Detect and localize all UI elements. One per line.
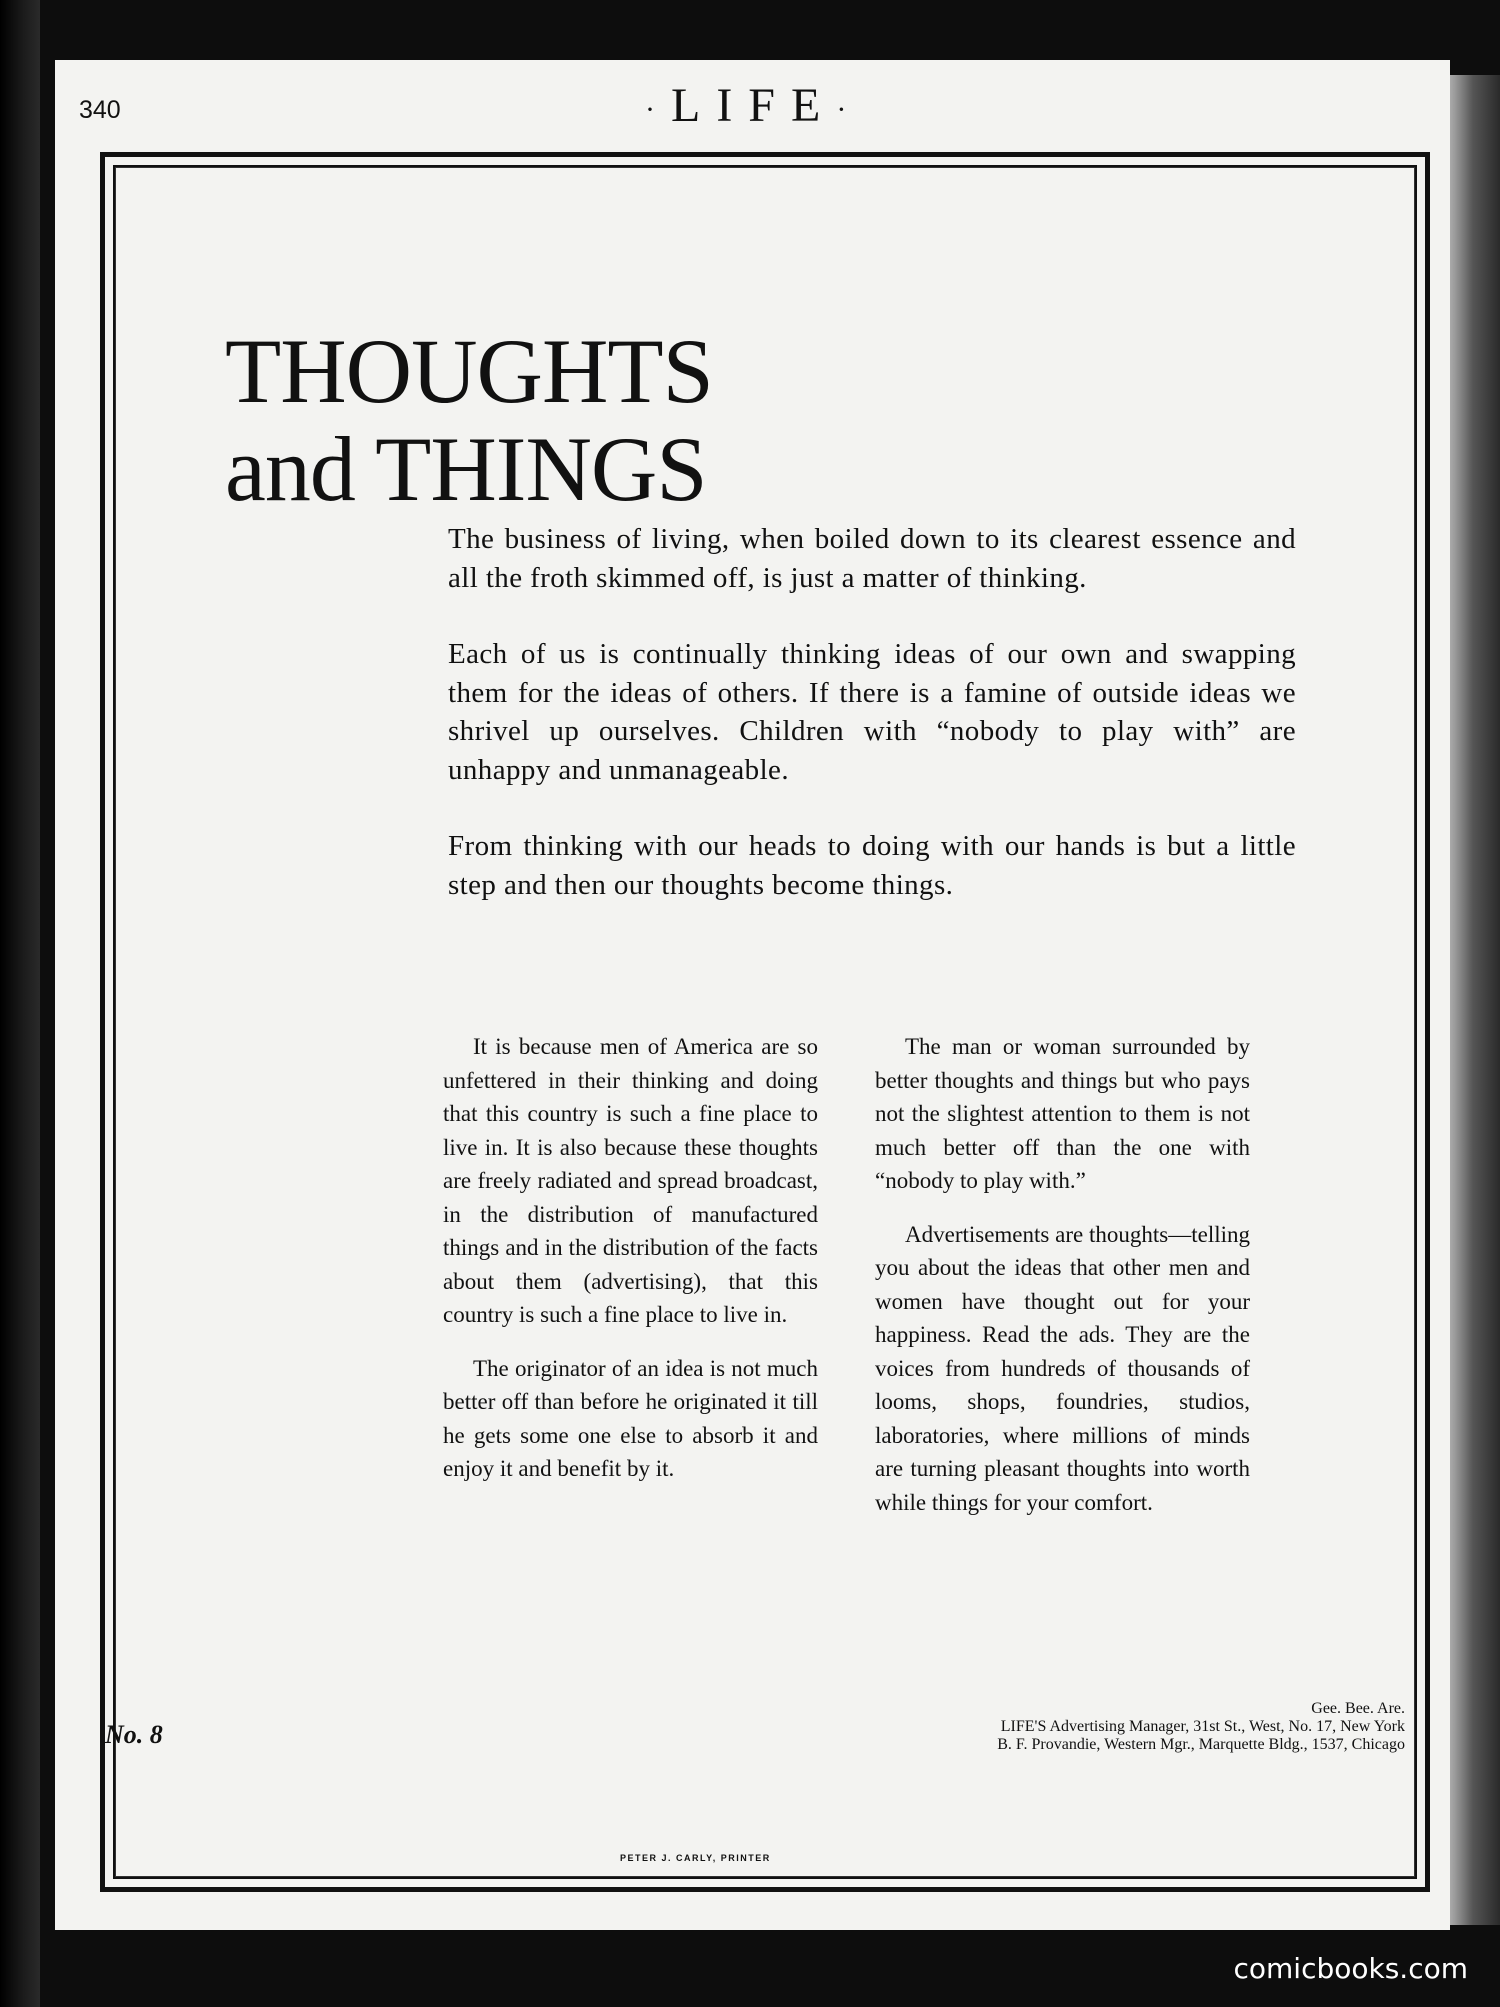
- column-paragraph: The man or woman surrounded by better thoughts and things but who pays not the slightest attention to them is not much better off than the one with “nobody to play with.”: [875, 1034, 1250, 1193]
- credit-line: LIFE'S Advertising Manager, 31st St., West, No. 17, New York: [1000, 1718, 1405, 1735]
- column-paragraph: Advertisements are thoughts—telling you about the ideas that other men and women have thought out for your happiness. Read the ads. They are the voices from hundreds of thousands of looms, shops, foundries, studios, laboratories, where millions of minds are turning pleasant thoughts into worth while things for your comfort.: [875, 1221, 1250, 1515]
- intro-text: [448, 520, 1296, 942]
- issue-number: No. 8: [105, 1720, 163, 1749]
- page-number: 340: [79, 96, 121, 124]
- advertising-credits: [997, 1700, 1405, 1754]
- column-paragraph: It is because men of America are so unfettered in their thinking and doing that this country is such a fine place to live in. It is also because these thoughts are freely radiated and spread broadcast, in the distribution of manufactured things and in the distribution of the facts about them (advertising), that this country is such a fine place to live in.: [443, 1034, 818, 1327]
- scan-edge-left: [0, 0, 40, 2007]
- printer-imprint: PETER J. CARLY, PRINTER: [620, 1853, 771, 1863]
- credit-line: Gee. Bee. Are.: [1311, 1700, 1405, 1717]
- right-column: [875, 1030, 1250, 1539]
- masthead-dot-right: ·: [836, 92, 863, 126]
- site-watermark: comicbooks.com: [1233, 1952, 1468, 1985]
- left-column: [443, 1030, 818, 1506]
- article-title: [225, 322, 713, 518]
- masthead-dot-left: ·: [645, 92, 671, 126]
- intro-paragraph: From thinking with our heads to doing with our hands is but a little step and then our thoughts become things.: [448, 830, 1296, 901]
- intro-paragraph: Each of us is continually thinking ideas of our own and swapping them for the ideas of others. If there is a famine of outside ideas we shrivel up ourselves. Children with “nobody to play with” are unhappy and unmanageable.: [448, 638, 1296, 786]
- title-line-1: THOUGHTS: [225, 320, 713, 422]
- credit-line: B. F. Provandie, Western Mgr., Marquette Bldg., 1537, Chicago: [997, 1736, 1405, 1753]
- intro-paragraph: The business of living, when boiled down to its clearest essence and all the froth skimmed off, is just a matter of thinking.: [448, 523, 1296, 594]
- title-line-2: and THINGS: [225, 418, 707, 520]
- masthead: [645, 78, 862, 133]
- masthead-title: LIFE: [671, 79, 837, 132]
- column-paragraph: The originator of an idea is not much better off than before he originated it till he gets some one else to absorb it and enjoy it and benefit by it.: [443, 1355, 818, 1481]
